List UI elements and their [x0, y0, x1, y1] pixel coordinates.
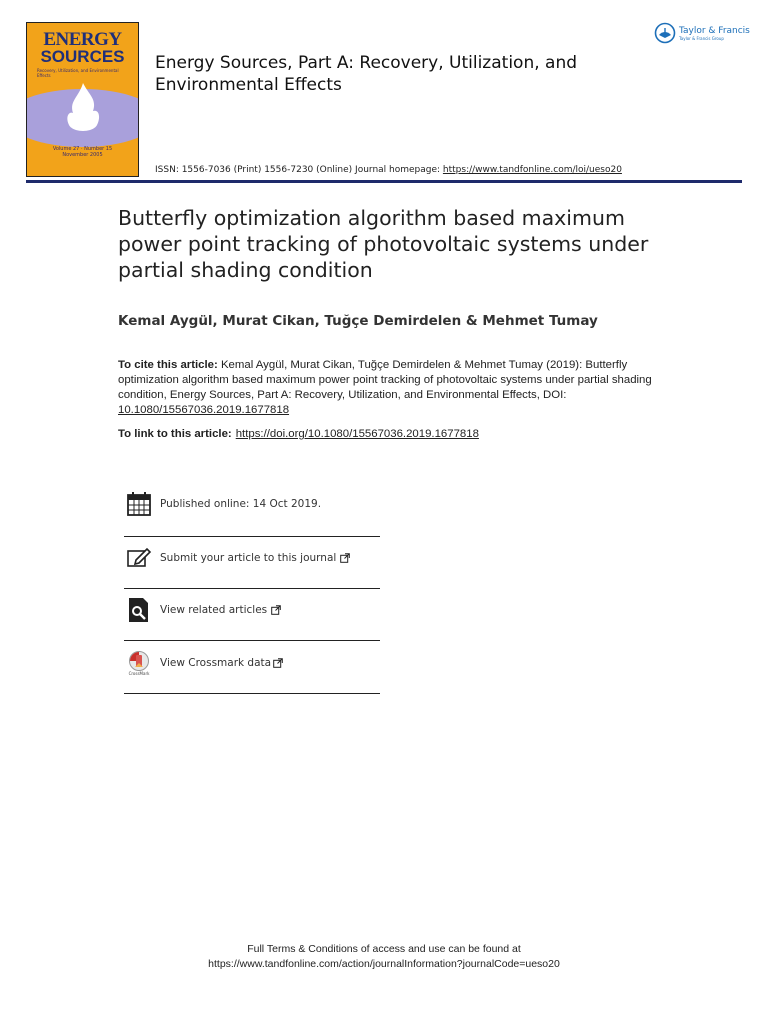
crossmark-row[interactable] [124, 637, 380, 689]
document-search-icon [126, 597, 152, 623]
calendar-icon [126, 491, 152, 517]
cover-title-line1: ENERGY [43, 29, 122, 50]
footer-terms-link[interactable]: https://www.tandfonline.com/action/journalInformation?journalCode=ueso20 [208, 958, 560, 970]
article-authors: Kemal Aygül, Murat Cikan, Tuğçe Demirdelen & Mehmet Tumay [118, 313, 598, 329]
related-articles-link[interactable]: View related articles [160, 604, 268, 616]
submit-article-link[interactable]: Submit your article to this journal [160, 552, 337, 564]
link-label: To link to this article: [118, 428, 232, 440]
article-url-link[interactable]: https://doi.org/10.1080/15567036.2019.1677818 [235, 428, 479, 440]
flame-icon [63, 81, 103, 136]
publisher-name: Taylor & Francis [679, 25, 750, 36]
publisher-logo [654, 22, 750, 44]
published-online-row [124, 478, 380, 530]
crossmark-link[interactable]: View Crossmark data [160, 657, 272, 669]
cover-volume: Volume 27 · Number 15 November 2005 [52, 146, 113, 158]
crossmark-caption: CrossMark [128, 671, 150, 676]
related-articles-row[interactable] [124, 584, 380, 636]
article-title: Butterfly optimization algorithm based maximum power point tracking of photovoltaic systems under partial shading condition [118, 206, 649, 282]
external-link-icon [271, 605, 281, 615]
cover-title-line2: SOURCES [40, 47, 125, 66]
edit-icon [126, 545, 152, 571]
cover-subtitle: Recovery, Utilization, and Environmental Effects [37, 68, 119, 78]
article-link-line [118, 428, 479, 440]
crossmark-icon [126, 650, 152, 676]
cite-text: Kemal Aygül, Murat Cikan, Tuğçe Demirdelen & Mehmet Tumay (2019): Butterfly optimization algorithm based maximum power point tracking of photovoltaic systems under partial shading condition, Energy Sources, Part A: Recovery, Utilization, and Environmental Effects, DOI: [118, 359, 652, 401]
issn-text: ISSN: 1556-7036 (Print) 1556-7230 (Online) Journal homepage: [155, 165, 443, 175]
doi-link[interactable]: 10.1080/15567036.2019.1677818 [118, 404, 290, 416]
journal-homepage-link[interactable]: https://www.tandfonline.com/loi/ueso20 [442, 165, 622, 175]
footer-terms-text: Full Terms & Conditions of access and use can be found at [247, 943, 521, 955]
citation-block [118, 358, 658, 418]
header-divider [26, 180, 742, 183]
footer [0, 942, 768, 972]
journal-title: Energy Sources, Part A: Recovery, Utilization, and Environmental Effects [155, 53, 578, 95]
external-link-icon [273, 658, 283, 668]
cite-label: To cite this article: [118, 359, 218, 371]
submit-article-row[interactable] [124, 532, 380, 584]
info-divider [124, 693, 380, 694]
published-online-text: Published online: 14 Oct 2019. [160, 498, 322, 510]
journal-cover-image [26, 22, 139, 177]
issn-line [155, 165, 622, 175]
publisher-group: Taylor & Francis Group [679, 35, 724, 41]
taylor-francis-logo-icon [654, 22, 676, 44]
external-link-icon [340, 553, 350, 563]
